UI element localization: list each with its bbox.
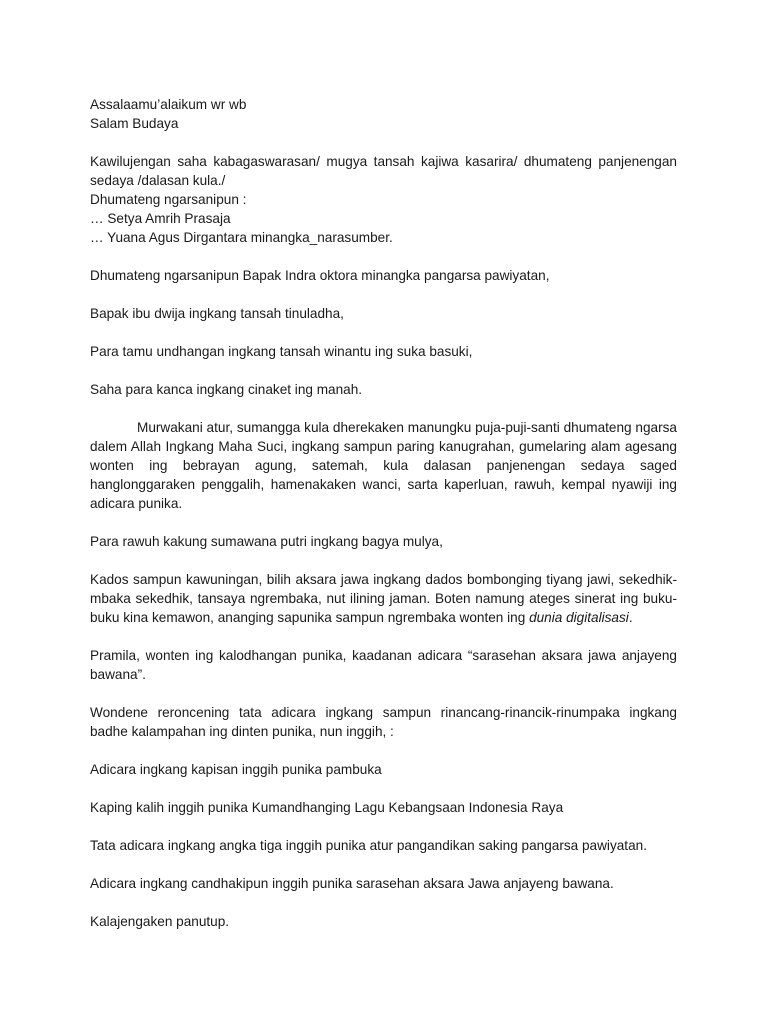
para-rawuh: Para rawuh kakung sumawana putri ingkang bagya mulya, [90, 534, 443, 549]
intro-person: … Setya Amrih Prasaja [90, 211, 231, 226]
intro-addressed: Dhumateng ngarsanipun : [90, 192, 247, 207]
greeting-line: Salam Budaya [90, 116, 179, 131]
body-paragraph-kados [90, 570, 677, 627]
greeting-block [90, 95, 677, 133]
body-paragraph-wondene: Wondene reroncening tata adicara ingkang sampun rinancang-rinancik-rinumpaka ingkang badhe kalampahan ing dinten punika, nun inggih, : [90, 705, 677, 739]
agenda-item: Adicara ingkang kapisan inggih punika pambuka [90, 762, 382, 777]
body-paragraph-murwakani: Murwakani atur, sumangga kula dherekaken manungku puja-puji-santi dhumateng ngarsa dalem Allah Ingkang Maha Suci, ingkang sampun paring kanugrahan, gumelaring alam agesang wonten ing bebrayan agung, satemah, kula dalasan panjenengan sedaya saged hanglonggaraken penggalih, hamenakaken wanci, sarta kaperluan, rawuh, kempal nyawiji ing adicara punika. [90, 420, 677, 511]
kados-italic-term: dunia digitalisasi [529, 610, 629, 625]
kados-text: Kados sampun kawuningan, bilih aksara jawa ingkang dados bombonging tiyang jawi, sekedhik-mbaka sekedhik, tansaya ngrembaka, nut ilining jaman. Boten namung ateges sinerat ing buku-buku kina kemawon, ananging sapunika sampun ngrembaka wonten ing [90, 572, 677, 625]
agenda-item: Kaping kalih inggih punika Kumandhanging Lagu Kebangsaan Indonesia Raya [90, 800, 564, 815]
body-paragraph-pramila: Pramila, wonten ing kalodhangan punika, kaadanan adicara “sarasehan aksara jawa anjayeng bawana”. [90, 648, 677, 682]
salutation-paragraph: Dhumateng ngarsanipun Bapak Indra oktora minangka pangarsa pawiyatan, [90, 268, 550, 283]
agenda-item: Tata adicara ingkang angka tiga inggih punika atur pangandikan saking pangarsa pawiyatan. [90, 838, 647, 853]
kados-end: . [628, 610, 633, 625]
document-body [90, 95, 677, 950]
greeting-line: Assalaamu’alaikum wr wb [90, 97, 247, 112]
intro-person: … Yuana Agus Dirgantara minangka_narasumber. [90, 230, 393, 245]
agenda-item: Kalajengaken panutup. [90, 914, 230, 929]
salutation-paragraph: Saha para kanca ingkang cinaket ing manah. [90, 382, 363, 397]
agenda-item: Adicara ingkang candhakipun inggih punika sarasehan aksara Jawa anjayeng bawana. [90, 876, 614, 891]
salutation-paragraph: Para tamu undhangan ingkang tansah winantu ing suka basuki, [90, 344, 473, 359]
intro-block [90, 152, 677, 247]
salutation-paragraph: Bapak ibu dwija ingkang tansah tinuladha, [90, 306, 344, 321]
intro-sentence: Kawilujengan saha kabagaswarasan/ mugya tansah kajiwa kasarira/ dhumateng panjenengan sedaya /dalasan kula./ [90, 154, 677, 188]
